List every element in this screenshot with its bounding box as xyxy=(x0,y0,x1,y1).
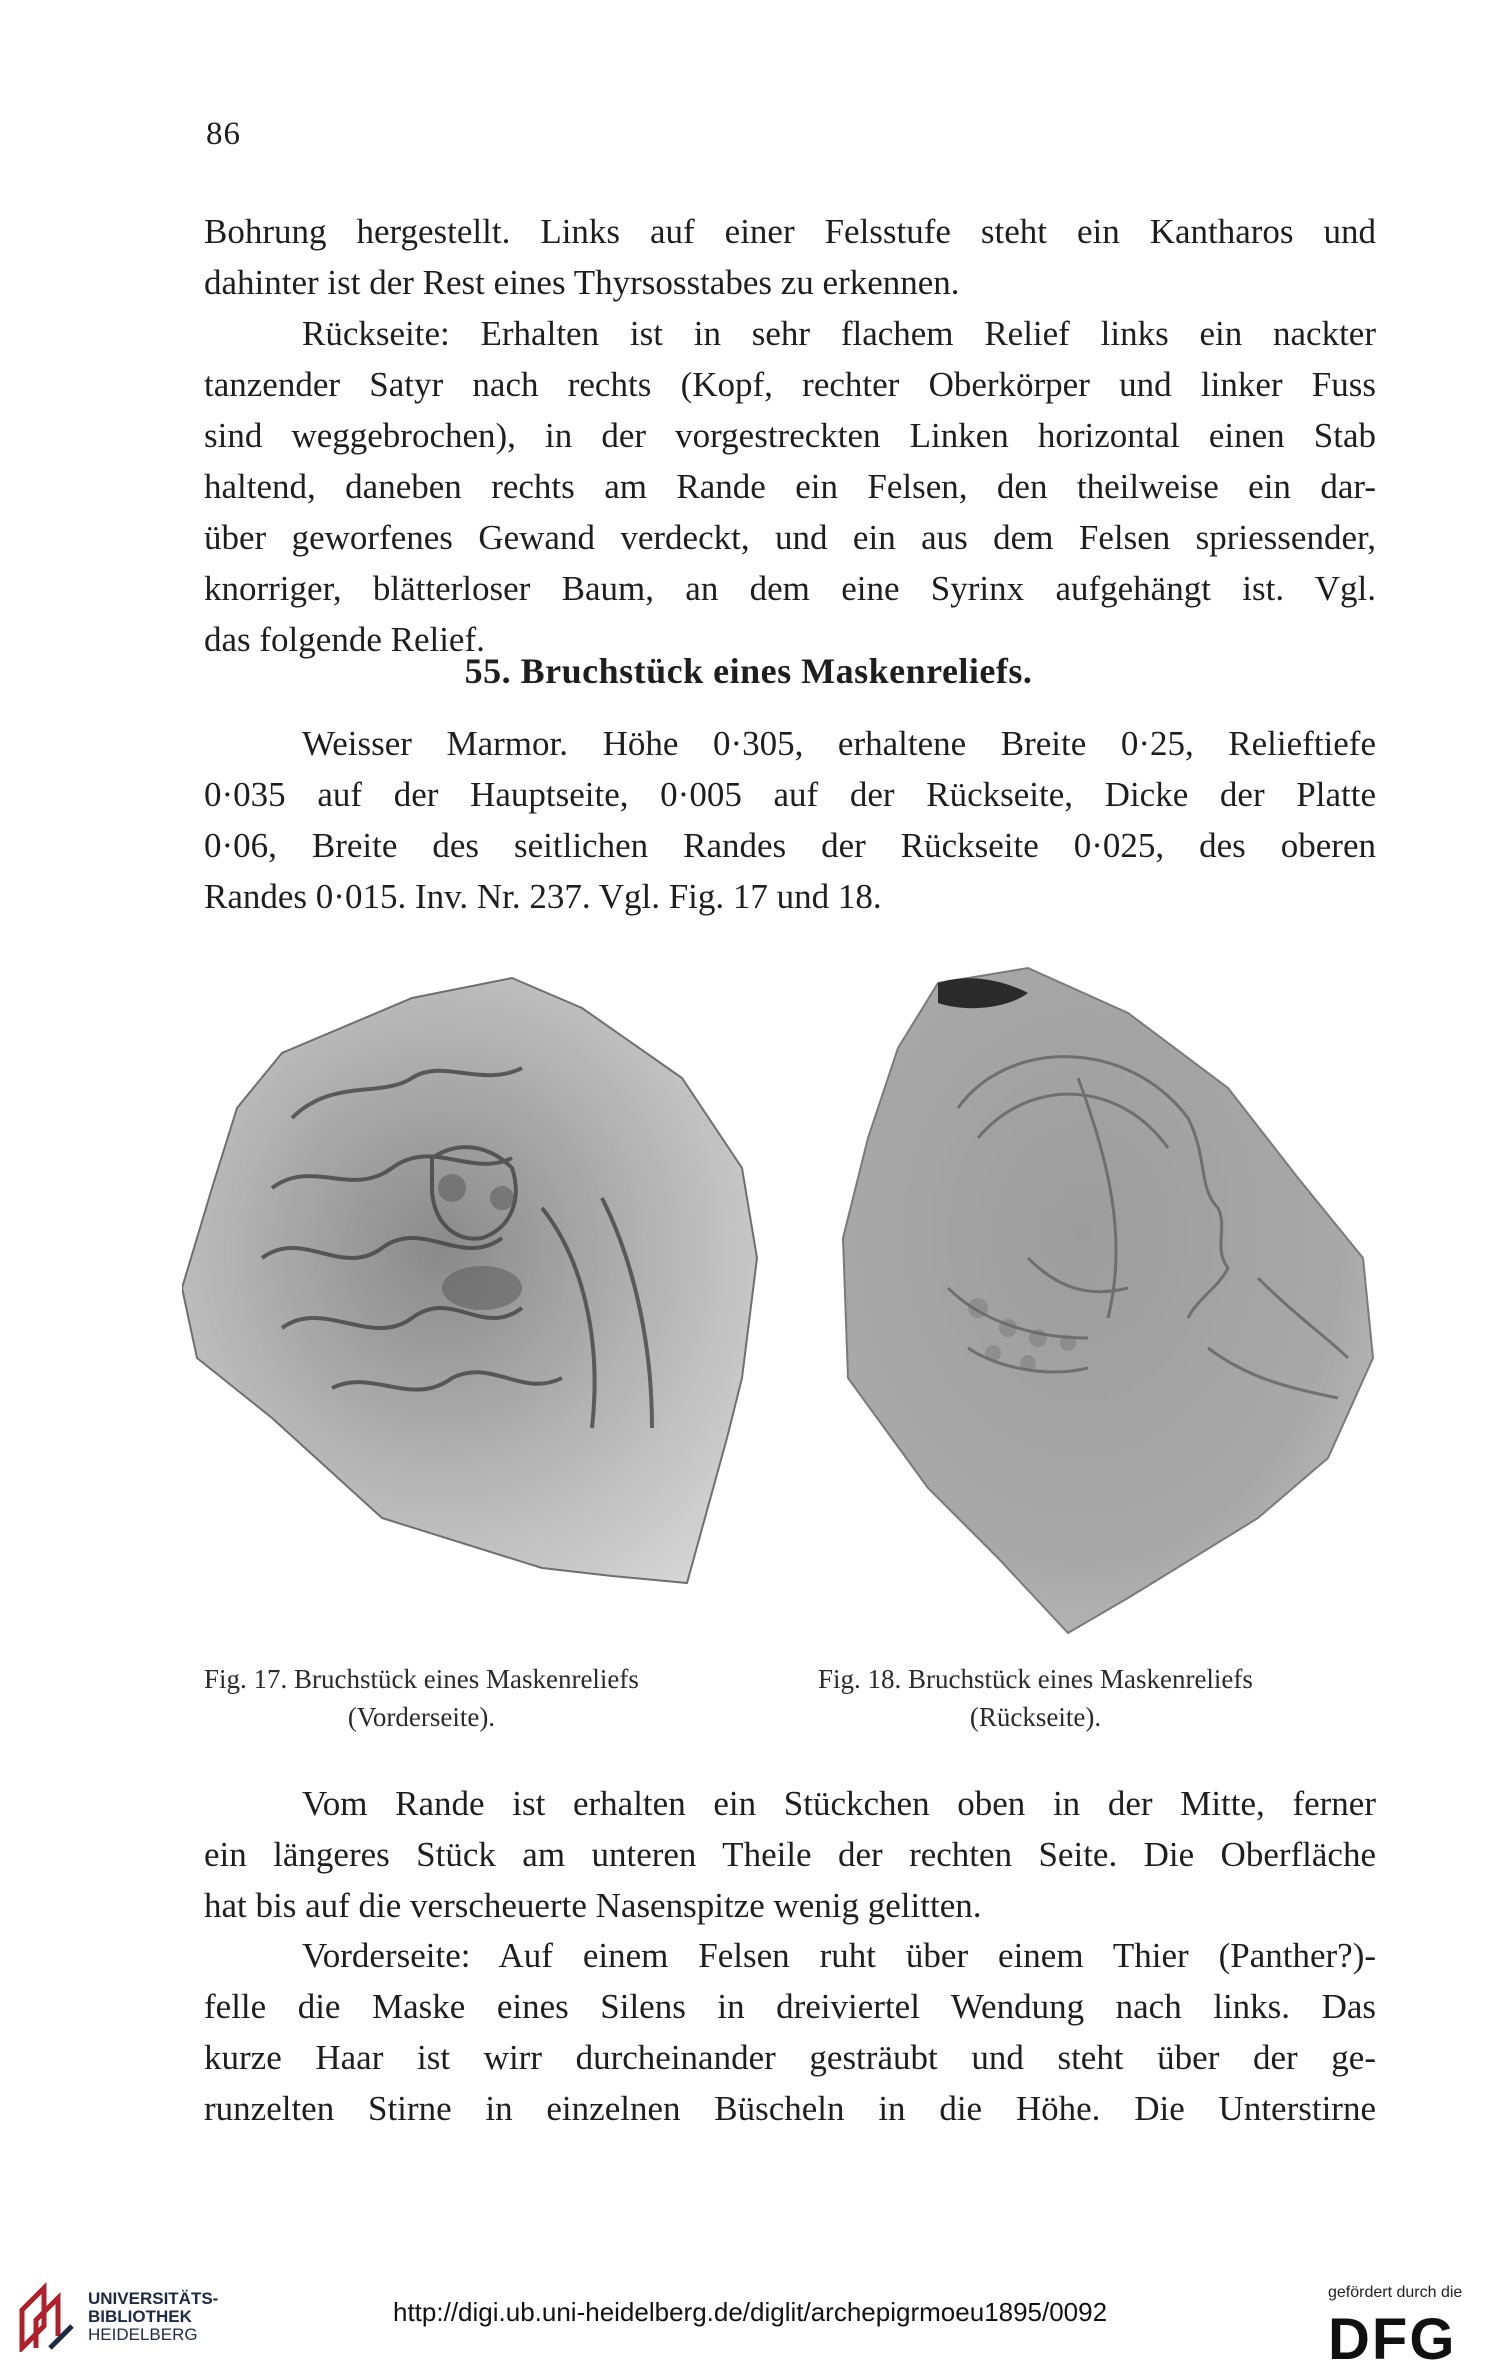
library-logo-icon xyxy=(14,2280,80,2352)
figure-17-image xyxy=(182,958,782,1608)
library-line: UNIVERSITÄTS- xyxy=(88,2289,219,2308)
text-line: Vom Rande ist erhalten ein Stückchen oben in der Mitte, ferner xyxy=(302,1784,1376,1823)
text-line: haltend, daneben rechts am Rande ein Felsen, den theilweise ein dar- xyxy=(204,467,1376,506)
library-line: BIBLIOTHEK xyxy=(88,2307,192,2326)
paragraph-1 xyxy=(204,206,1376,308)
text-line: felle die Maske eines Silens in dreiviertel Wendung nach links. Das xyxy=(204,1987,1376,2026)
dfg-logo: DFG xyxy=(1328,2307,1457,2372)
text-line: ein längeres Stück am unteren Theile der rechten Seite. Die Oberfläche xyxy=(204,1835,1376,1874)
text-line: über geworfenes Gewand verdeckt, und ein aus dem Felsen spriessender, xyxy=(204,518,1376,557)
paragraph-4 xyxy=(204,1778,1376,1931)
relief-fragment-back xyxy=(843,968,1373,1633)
page-number: 86 xyxy=(206,116,241,152)
text-line: sind weggebrochen), in der vorgestreckten Linken horizontal einen Stab xyxy=(204,416,1376,455)
funder-note: gefördert durch die xyxy=(1328,2284,1463,2301)
text-line: Rückseite: Erhalten ist in sehr flachem Relief links ein nackter xyxy=(302,314,1376,353)
figure-18-image xyxy=(828,958,1388,1648)
text-line: Vorderseite: Auf einem Felsen ruht über einem Thier (Panther?)- xyxy=(302,1936,1376,1975)
paragraph-3 xyxy=(204,718,1376,922)
text-line: runzelten Stirne in einzelnen Büscheln in die Höhe. Die Unterstirne xyxy=(204,2089,1376,2128)
text-line: knorriger, blätterloser Baum, an dem eine Syrinx aufgehängt ist. Vgl. xyxy=(204,569,1376,608)
library-line: HEIDELBERG xyxy=(88,2325,198,2344)
text-line: 0·035 auf der Hauptseite, 0·005 auf der Rückseite, Dicke der Platte xyxy=(204,775,1376,814)
text-line: hat bis auf die verscheuerte Nasenspitze wenig gelitten. xyxy=(204,1886,982,1925)
text-line: Randes 0·015. Inv. Nr. 237. Vgl. Fig. 17 und 18. xyxy=(204,877,882,916)
caption-line: (Vorderseite). xyxy=(347,1702,496,1732)
text-line: Bohrung hergestellt. Links auf einer Felsstufe steht ein Kantharos und xyxy=(204,212,1376,251)
caption-line: Fig. 17. Bruchstück eines Maskenreliefs xyxy=(204,1664,639,1694)
text-line: 0·06, Breite des seitlichen Randes der Rückseite 0·025, des oberen xyxy=(204,826,1376,865)
text-line: dahinter ist der Rest eines Thyrsosstabes zu erkennen. xyxy=(204,263,960,302)
caption-line: (Rückseite). xyxy=(969,1702,1102,1732)
section-heading: 55. Bruchstück eines Maskenreliefs. xyxy=(464,651,1033,691)
source-url-link[interactable]: http://digi.ub.uni-heidelberg.de/diglit/archepigrmoeu1895/0092 xyxy=(393,2297,1108,2327)
text-line: tanzender Satyr nach rechts (Kopf, rechter Oberkörper und linker Fuss xyxy=(204,365,1376,404)
paragraph-2 xyxy=(204,308,1376,665)
text-line: das folgende Relief. xyxy=(204,620,485,659)
figure-18-caption xyxy=(818,1660,1253,1736)
figure-17-caption xyxy=(204,1660,639,1736)
caption-line: Fig. 18. Bruchstück eines Maskenreliefs xyxy=(818,1664,1253,1694)
library-name xyxy=(88,2290,218,2344)
text-line: Weisser Marmor. Höhe 0·305, erhaltene Breite 0·25, Relieftiefe xyxy=(302,724,1376,763)
paragraph-5 xyxy=(204,1930,1376,2134)
text-line: kurze Haar ist wirr durcheinander gesträubt und steht über der ge- xyxy=(204,2038,1376,2077)
